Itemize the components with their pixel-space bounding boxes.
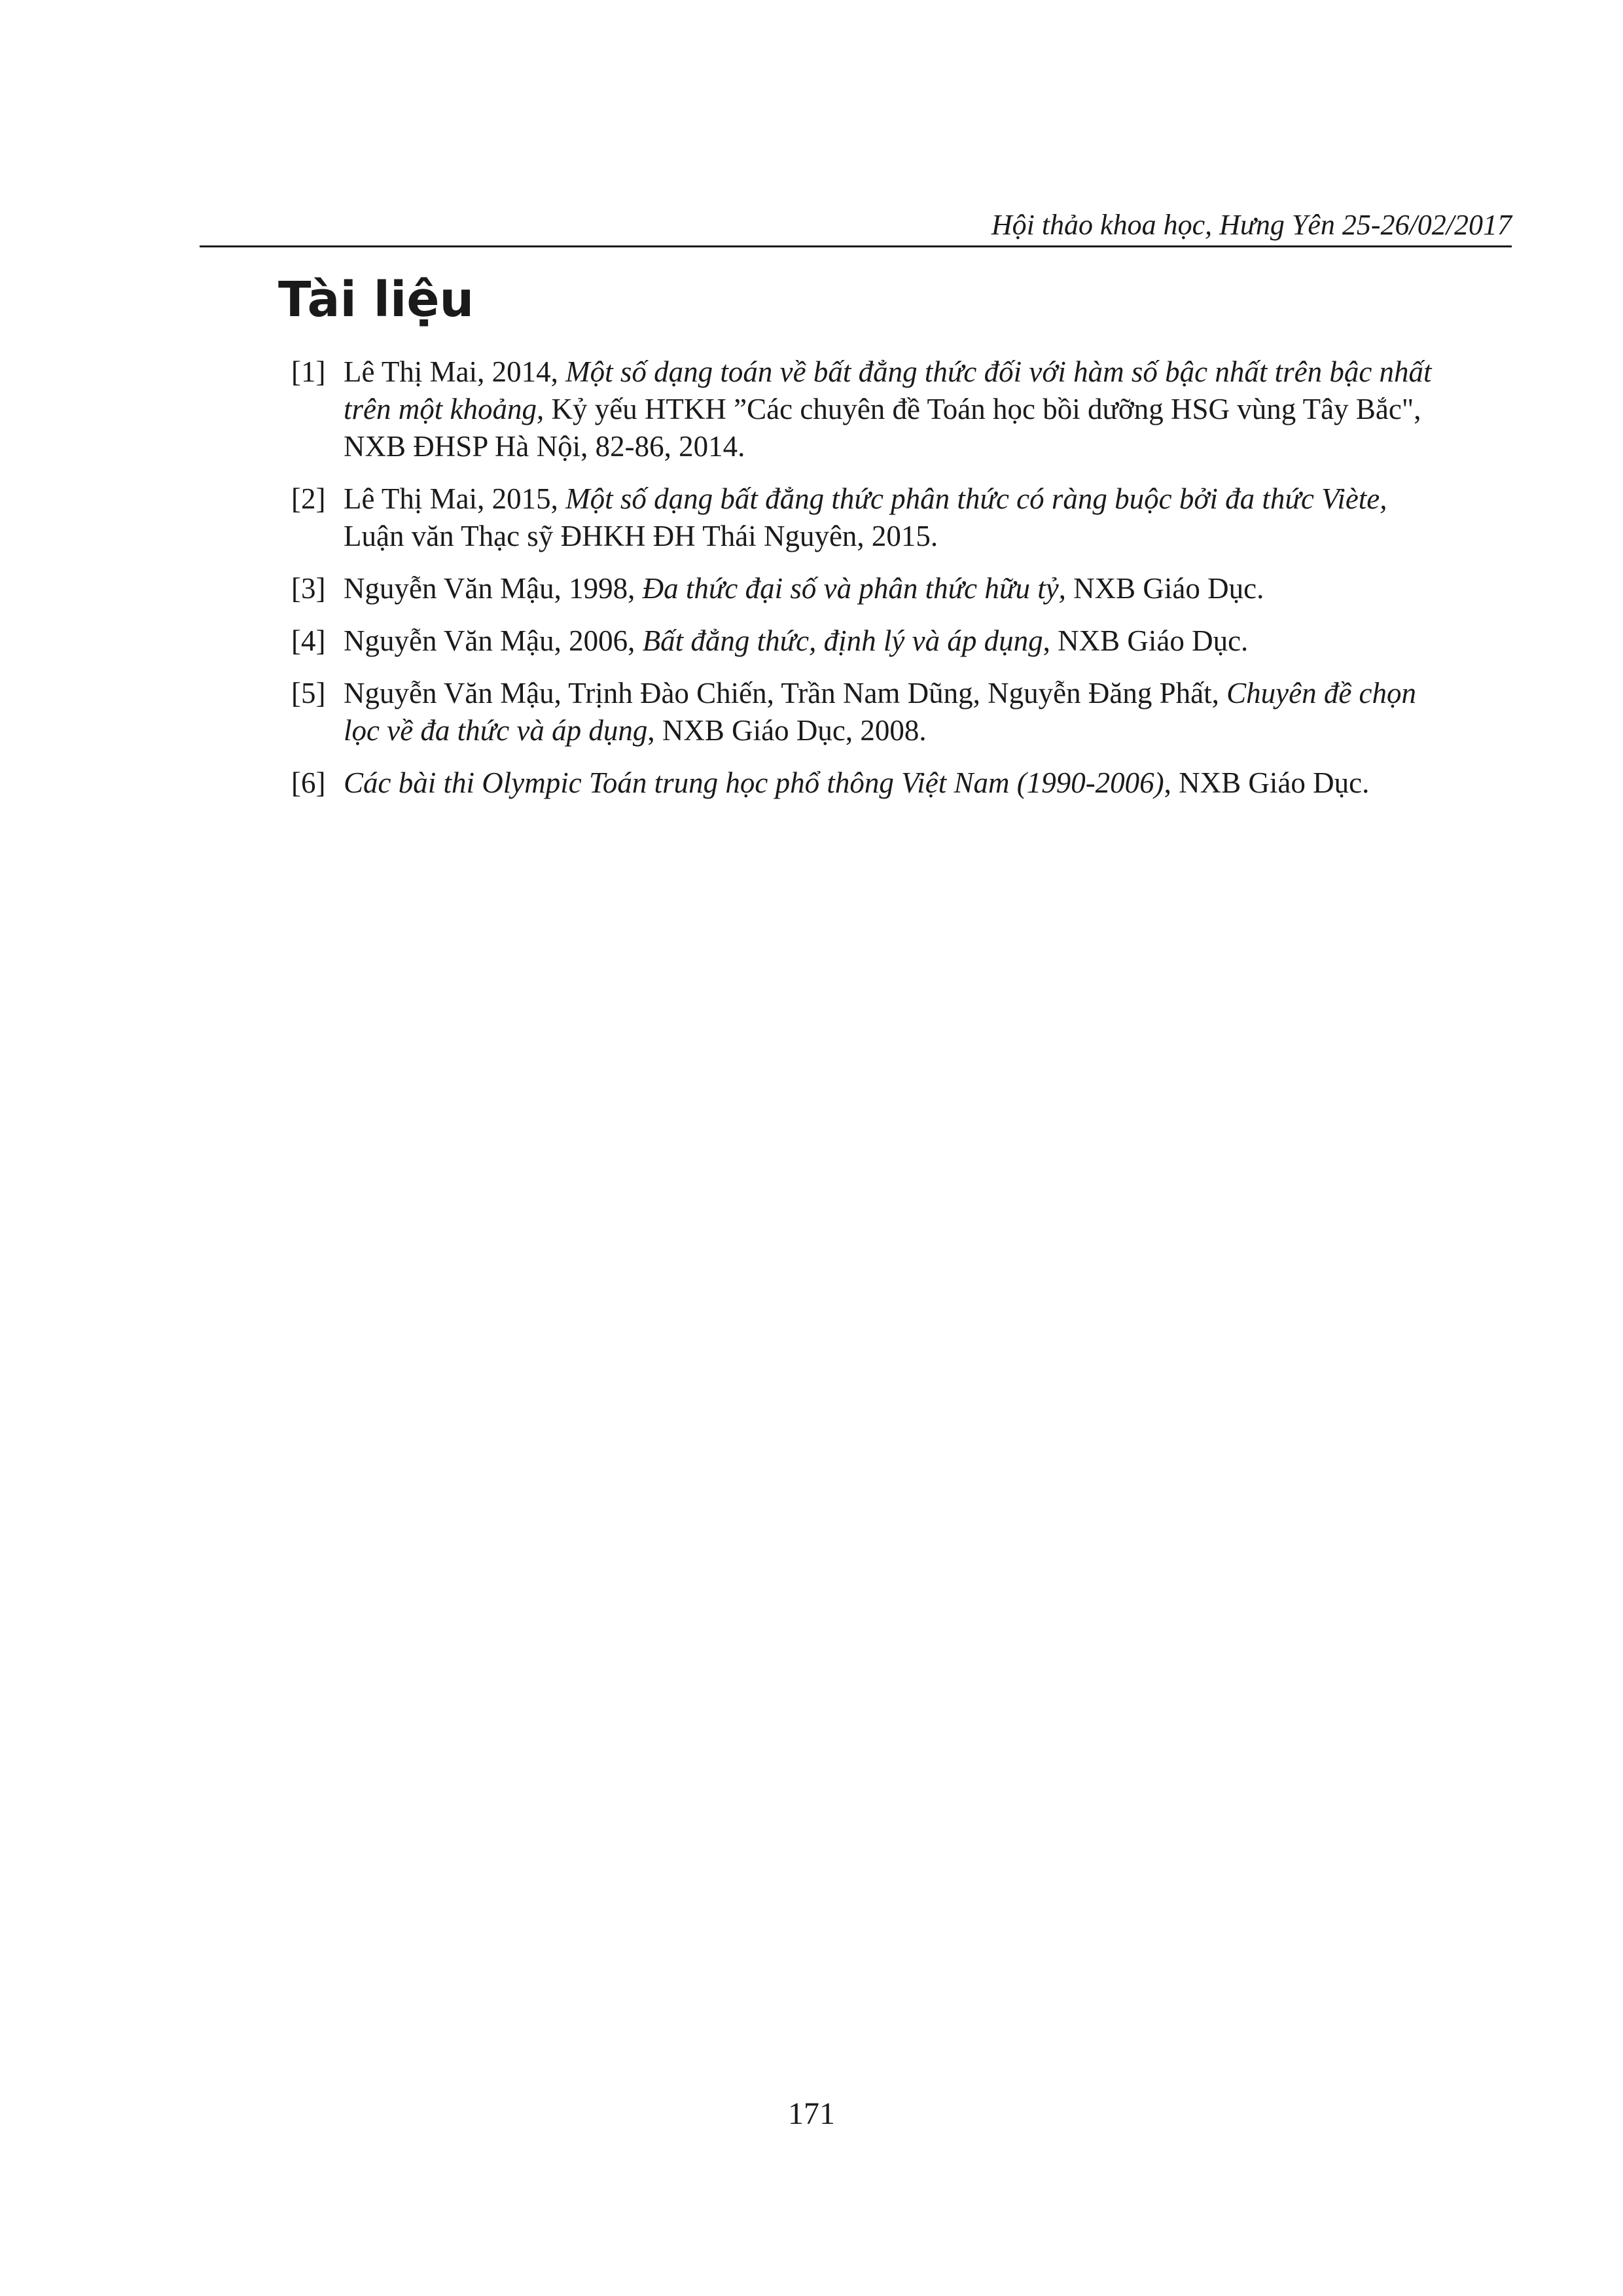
reference-title: Chuyên đề chọn lọc về đa thức và áp dụng [344,677,1417,747]
reference-source: , NXB Giáo Dục, 2008. [647,714,927,747]
reference-number: [4] [291,624,326,657]
reference-item [291,353,1443,465]
reference-item [291,622,1443,660]
reference-authors: Lê Thị Mai, 2015, [344,482,566,515]
running-header: Hội thảo khoa học, Hưng Yên 25-26/02/2017 [991,209,1512,241]
reference-item [291,675,1443,749]
reference-title: Bất đẳng thức, định lý và áp dụng [642,624,1043,657]
reference-item [291,570,1443,607]
reference-authors: Nguyễn Văn Mậu, Trịnh Đào Chiến, Trần Nam Dũng, Nguyễn Đăng Phất, [344,677,1227,709]
reference-item [291,480,1443,555]
reference-authors: Nguyễn Văn Mậu, 2006, [344,624,643,657]
reference-source: Kỷ yếu HTKH ”Các chuyên đề Toán học bồi dưỡng HSG vùng Tây Bắc", NXB ĐHSP Hà Nội, 82-86, 2014. [344,393,1421,463]
reference-number: [2] [291,482,326,515]
reference-number: [3] [291,572,326,605]
reference-number: [5] [291,677,326,709]
reference-number: [1] [291,355,326,388]
reference-authors: Nguyễn Văn Mậu, 1998, [344,572,643,605]
section-title: Tài liệu [278,272,474,328]
reference-list [291,353,1443,817]
reference-source: , NXB Giáo Dục. [1164,766,1370,799]
reference-source: NXB Giáo Dục. [1065,572,1264,605]
page-number: 171 [788,2096,835,2131]
reference-authors: Lê Thị Mai, 2014, [344,355,566,388]
reference-title: Một số dạng toán về bất đẳng thức đối với hàm số bậc nhất trên bậc nhất trên một khoảng, [344,355,1432,425]
reference-title: Các bài thi Olympic Toán trung học phổ thông Việt Nam (1990-2006) [344,766,1164,799]
reference-source: Luận văn Thạc sỹ ĐHKH ĐH Thái Nguyên, 2015. [344,520,938,552]
reference-title: Một số dạng bất đẳng thức phân thức có ràng buộc bởi đa thức Viète, [565,482,1387,515]
reference-title: Đa thức đại số và phân thức hữu tỷ, [642,572,1066,605]
header-rule [200,245,1512,247]
reference-item [291,764,1443,802]
reference-source: , NXB Giáo Dục. [1043,624,1249,657]
reference-number: [6] [291,766,326,799]
